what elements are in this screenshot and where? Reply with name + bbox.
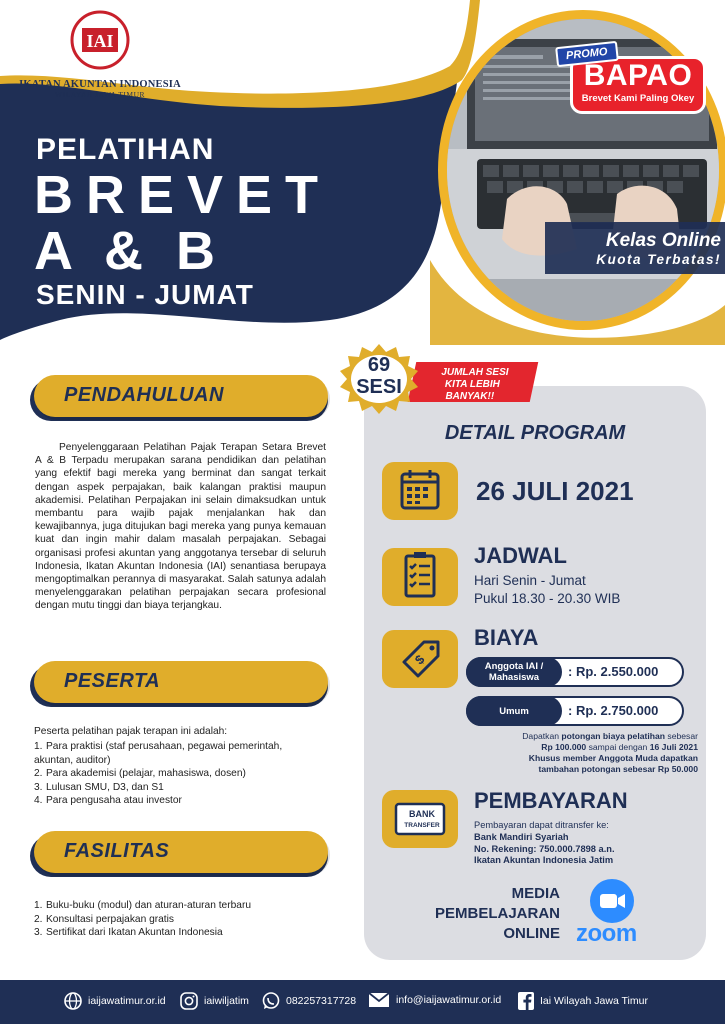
whatsapp-text: 082257317728 [286, 995, 357, 1007]
website-text: iaijawatimur.or.id [88, 995, 166, 1007]
svg-text:BANK: BANK [409, 809, 435, 819]
instagram-icon [180, 992, 198, 1010]
footer-website[interactable] [64, 992, 166, 1010]
list-item: 1. Buku-buku (modul) dan aturan-aturan terbaru [34, 900, 251, 911]
zoom-camera-icon [590, 879, 634, 923]
list-item: 3. Sertifikat dari Ikatan Akuntan Indonesia [34, 927, 223, 939]
section-peserta [34, 661, 328, 703]
checklist-icon [382, 548, 458, 606]
program-date: 26 JULI 2021 [476, 476, 634, 506]
mail-icon [368, 992, 390, 1008]
footer-bar [0, 980, 725, 1024]
jadwal-time: Pukul 18.30 - 20.30 WIB [474, 591, 621, 606]
panel-title: DETAIL PROGRAM [444, 422, 626, 444]
header-banner [0, 0, 725, 345]
facebook-icon [518, 992, 534, 1010]
logo-block [0, 10, 200, 99]
online-class-box [545, 222, 725, 274]
fasilitas-title: FASILITAS [64, 840, 170, 862]
online-class-label: Kelas Online [605, 230, 721, 251]
title-line-2: BREVET [34, 165, 332, 225]
session-number: 69 [367, 354, 391, 376]
promo-title: BAPAO [583, 59, 693, 92]
section-pendahuluan [34, 375, 328, 417]
svg-text:TRANSFER: TRANSFER [404, 822, 440, 829]
quota-label: Kuota Terbatas! [596, 252, 721, 267]
fasilitas-list [34, 899, 334, 940]
price-member-label: Anggota IAI / Mahasiswa [466, 657, 562, 687]
ribbon-line-2: KITA LEBIH [444, 379, 500, 390]
session-count [340, 354, 418, 398]
list-item: 3. Lulusan SMU, D3, dan S1 [34, 781, 164, 793]
pembayaran-title: PEMBAYARAN [474, 788, 628, 813]
facebook-text: Iai Wilayah Jawa Timur [540, 995, 648, 1007]
footer-facebook[interactable] [518, 992, 648, 1010]
promo-subtitle: Brevet Kami Paling Okey [581, 93, 695, 104]
price-icon-box [382, 630, 458, 688]
peserta-intro: Peserta pelatihan pajak terapan ini adalah: [34, 726, 228, 737]
title-line-4: SENIN - JUMAT [36, 279, 254, 310]
footer-instagram[interactable] [180, 992, 249, 1010]
footer-email[interactable] [368, 992, 501, 1008]
iai-logo-icon [70, 10, 130, 70]
org-subtitle: WILAYAH JAWA TIMUR [54, 90, 146, 99]
discount-note: Dapatkan potongan biaya pelatihan sebesar Rp 100.000 sampai dengan 16 Juli 2021 Khusus member Anggota Muda dapatkan tambahan potongan sebesar Rp 50.000 [522, 731, 698, 774]
price-general-row [466, 696, 684, 726]
session-ribbon [408, 362, 539, 402]
price-general-value: : Rp. 2.750.000 [568, 703, 659, 718]
whatsapp-icon [262, 992, 280, 1010]
list-item: 4. Para pengusaha atau investor [34, 795, 182, 807]
zoom-logo: zoom [576, 920, 637, 947]
payment-details: Pembayaran dapat ditransfer ke: Bank Mandiri Syariah No. Rekening: 750.000.7898 a.n. Ikatan Akuntan Indonesia Jatim [474, 820, 615, 866]
biaya-title: BIAYA [474, 625, 539, 650]
session-badge [340, 344, 418, 414]
title-line-3: A & B [34, 221, 224, 281]
instagram-text: iaiwiljatim [204, 995, 249, 1007]
list-item: 2. Para akademisi (pelajar, mahasiswa, dosen) [34, 768, 246, 780]
price-member-value: : Rp. 2.550.000 [568, 664, 659, 679]
logo-text: IAI [86, 31, 114, 51]
svg-text:$: $ [411, 651, 428, 668]
jadwal-days: Hari Senin - Jumat [474, 573, 586, 588]
ribbon-line-3: BANYAK!! [445, 391, 495, 402]
section-fasilitas [34, 831, 328, 873]
bank-transfer-icon [382, 790, 458, 848]
promo-main [570, 56, 706, 114]
session-word: SESI [356, 376, 402, 398]
globe-icon [64, 992, 82, 1010]
org-name: IKATAN AKUNTAN INDONESIA [19, 79, 181, 90]
promo-badge [556, 44, 716, 124]
title-line-1: PELATIHAN [36, 133, 215, 166]
payment-icon-box [382, 790, 458, 848]
promo-tag: PROMO [555, 41, 618, 67]
price-tag-icon [382, 630, 458, 688]
footer-whatsapp[interactable] [262, 992, 356, 1010]
email-text: info@iaijawatimur.or.id [396, 994, 502, 1006]
pendahuluan-title: PENDAHULUAN [64, 384, 224, 406]
list-item: 1. Para praktisi (staf perusahaan, pegawai pemerintah, akuntan, auditor) [34, 741, 283, 766]
schedule-icon-box [382, 548, 458, 606]
jadwal-title: JADWAL [474, 543, 567, 568]
peserta-list [34, 740, 324, 808]
list-item: 2. Konsultasi perpajakan gratis [34, 913, 174, 925]
calendar-icon [382, 462, 458, 520]
media-label: MEDIA PEMBELAJARAN ONLINE [434, 885, 560, 942]
price-general-label: Umum [466, 696, 562, 726]
price-member-row [466, 657, 684, 687]
peserta-title: PESERTA [64, 670, 161, 692]
ribbon-line-1: JUMLAH SESI [441, 367, 509, 378]
intro-paragraph: Penyelenggaraan Pelatihan Pajak Terapan Setara Brevet A & B Terpadu merupakan sarana pendidikan dan pelatihan yang efektif bagi mereka yang berminat dan sangat terkait dengan aspek perpajakan, baik kalangan praktisi maupun akademisi. Pelatihan Perpajakan ini selain dimaksudkan untuk membantu para wajib pajak menjalankan hak dan kewajibannya, juga ditujukan bagi mereka yang punya kemauan kuat dan ingin mahir dalam masalah perpajakan. Sebagai organisasi profesi akuntan yang anggotanya tersebar di seluruh Indonesia, Ikatan Akuntan Indonesia (IAI) senantiasa berupaya mengoptimalkan perannya di masyarakat. Salah satunya adalah menyelenggarakan pelatihan perpajakan secara profesional dengan mutu tinggi dan biaya terjangkau. [35, 442, 326, 612]
date-icon-box [382, 462, 458, 520]
